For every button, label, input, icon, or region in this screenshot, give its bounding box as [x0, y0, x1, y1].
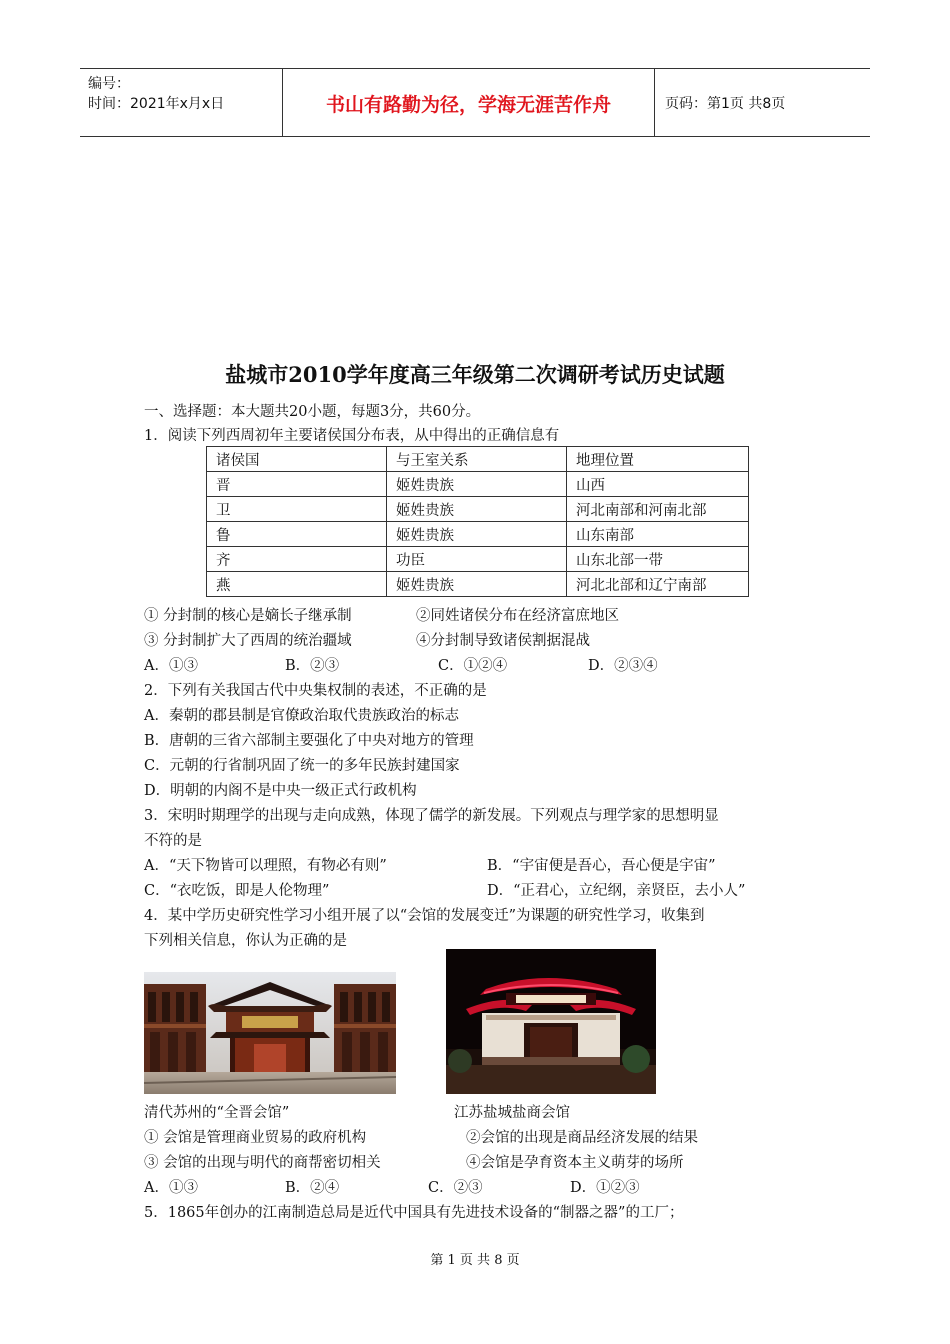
q1-statement-2: ②同姓诸侯分布在经济富庶地区	[416, 608, 619, 624]
q4-stem-line-2: 下列相关信息，你认为正确的是	[144, 933, 347, 949]
table-cell: 鲁	[207, 522, 387, 547]
table-cell: 功臣	[387, 547, 567, 572]
header-info-cell	[80, 69, 283, 136]
page-footer: 第 1 页 共 8 页	[430, 1253, 520, 1268]
q3-stem-line-1: 3．宋明时期理学的出现与走向成熟，体现了儒学的新发展。下列观点与理学家的思想明显	[144, 808, 719, 824]
table-header-row	[207, 447, 749, 472]
table-cell: 齐	[207, 547, 387, 572]
photo-caption-1: 清代苏州的“全晋会馆”	[144, 1105, 290, 1121]
number-label: 编号：	[88, 76, 130, 92]
q3-option-c: C．“衣吃饭，即是人伦物理”	[144, 883, 330, 899]
page-header	[80, 68, 870, 137]
table-row	[207, 572, 749, 597]
quanjin-guild-hall-photo	[144, 972, 396, 1094]
q4-option-c: C．②③	[428, 1180, 483, 1196]
table-cell: 姬姓贵族	[387, 522, 567, 547]
q2-option-c: C．元朝的行省制巩固了统一的多年民族封建国家	[144, 758, 460, 774]
table-cell: 晋	[207, 472, 387, 497]
table-cell: 姬姓贵族	[387, 572, 567, 597]
page-label: 页码：第1页 共8页	[665, 96, 786, 112]
q2-option-a: A．秦朝的郡县制是官僚政治取代贵族政治的标志	[144, 708, 459, 724]
q4-statement-1: ① 会馆是管理商业贸易的政府机构	[144, 1130, 367, 1146]
q4-statement-3: ③ 会馆的出现与明代的商帮密切相关	[144, 1155, 381, 1171]
q2-option-b: B．唐朝的三省六部制主要强化了中央对地方的管理	[144, 733, 474, 749]
table-cell: 姬姓贵族	[387, 472, 567, 497]
q3-option-b: B．“宇宙便是吾心，吾心便是宇宙”	[487, 858, 716, 874]
q4-statement-4: ④会馆是孕育资本主义萌芽的场所	[466, 1155, 684, 1171]
vassal-states-table	[206, 446, 749, 597]
table-cell: 卫	[207, 497, 387, 522]
q3-option-a: A．“天下物皆可以理照，有物必有则”	[144, 858, 387, 874]
q2-option-d: D．明朝的内阁不是中央一级正式行政机构	[144, 783, 417, 799]
table-cell: 姬姓贵族	[387, 497, 567, 522]
q4-option-b: B．②④	[285, 1180, 340, 1196]
table-cell: 河北南部和河南北部	[567, 497, 749, 522]
photo-caption-2: 江苏盐城盐商会馆	[454, 1105, 570, 1121]
header-motto-cell	[283, 69, 655, 136]
q4-statement-2: ②会馆的出现是商品经济发展的结果	[466, 1130, 698, 1146]
q1-statement-3: ③ 分封制扩大了西周的统治疆域	[144, 633, 352, 649]
q1-option-b: B．②③	[285, 658, 340, 674]
q4-stem-line-1: 4．某中学历史研究性学习小组开展了以“会馆的发展变迁”为课题的研究性学习，收集到	[144, 908, 705, 924]
q1-statement-4: ④分封制导致诸侯割据混战	[416, 633, 590, 649]
q1-statement-1: ① 分封制的核心是嫡长子继承制	[144, 608, 352, 624]
section-heading: 一、选择题：本大题共20小题，每题3分，共60分。	[144, 404, 481, 420]
table-header-cell: 地理位置	[567, 447, 749, 472]
table-cell: 山东南部	[567, 522, 749, 547]
q4-option-a: A．①③	[144, 1180, 198, 1196]
table-row	[207, 497, 749, 522]
q1-stem: 1．阅读下列西周初年主要诸侯国分布表，从中得出的正确信息有	[144, 428, 560, 444]
table-cell: 燕	[207, 572, 387, 597]
time-label: 时间：2021年x月x日	[88, 96, 225, 112]
table-header-cell: 诸侯国	[207, 447, 387, 472]
q2-stem: 2．下列有关我国古代中央集权制的表述，不正确的是	[144, 683, 487, 699]
q5-stem: 5．1865年创办的江南制造总局是近代中国具有先进技术设备的“制器之器”的工厂；	[144, 1205, 684, 1221]
table-cell: 山东北部一带	[567, 547, 749, 572]
table-row	[207, 547, 749, 572]
table-cell: 河北北部和辽宁南部	[567, 572, 749, 597]
q1-option-a: A．①③	[144, 658, 198, 674]
header-page-cell	[655, 69, 870, 136]
motto: 书山有路勤为径，学海无涯苦作舟	[325, 94, 611, 116]
table-header-cell: 与王室关系	[387, 447, 567, 472]
q3-stem-line-2: 不符的是	[144, 833, 202, 849]
q4-option-d: D．①②③	[570, 1180, 640, 1196]
q3-option-d: D．“正君心，立纪纲，亲贤臣，去小人”	[487, 883, 746, 899]
exam-title: 盐城市2010学年度高三年级第二次调研考试历史试题	[225, 362, 725, 387]
table-row	[207, 522, 749, 547]
q1-option-d: D．②③④	[588, 658, 658, 674]
table-row	[207, 472, 749, 497]
table-cell: 山西	[567, 472, 749, 497]
yancheng-salt-merchant-guild-photo	[446, 949, 656, 1094]
q1-option-c: C．①②④	[438, 658, 508, 674]
